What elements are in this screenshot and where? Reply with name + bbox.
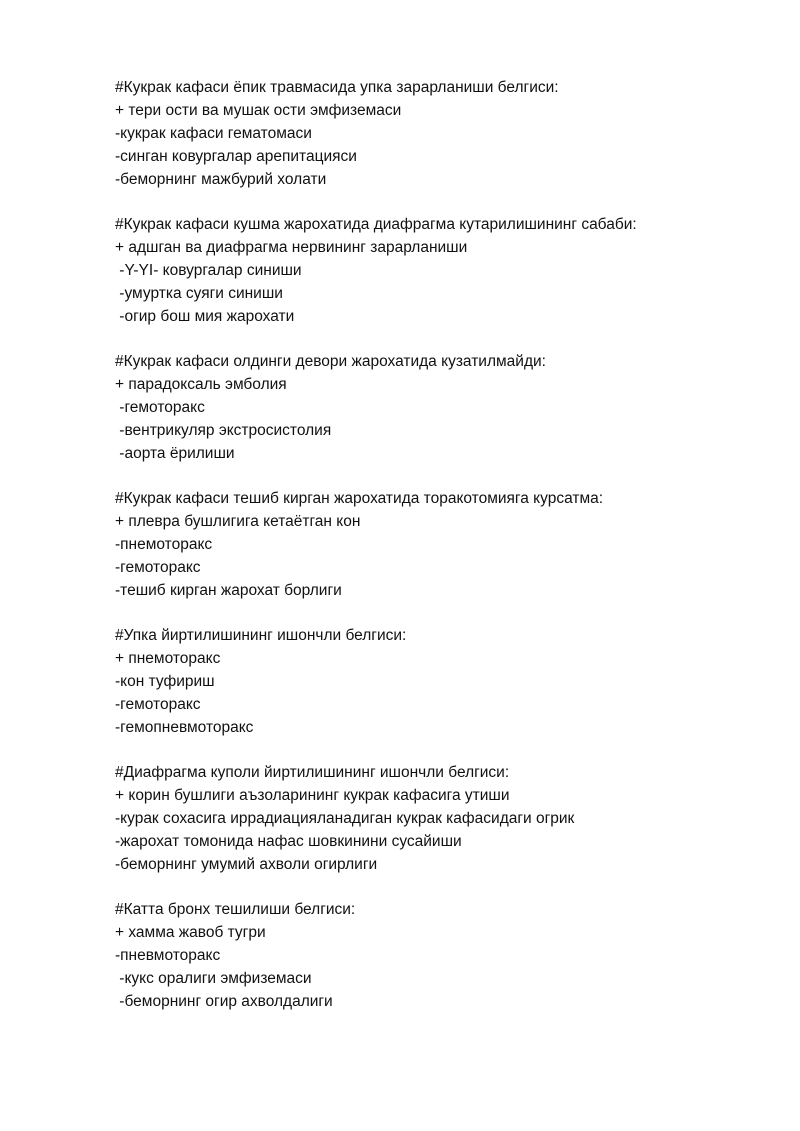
answer-option: -огир бош мия жарохати: [115, 308, 295, 325]
question-block: [115, 76, 755, 191]
answer-option: -кон туфириш: [115, 673, 215, 690]
answer-option: -вентрикуляр экстросистолия: [115, 422, 332, 439]
document-page: [115, 76, 755, 1035]
answer-option: -беморнинг мажбурий холати: [115, 171, 327, 188]
question-title: #Катта бронх тешилиши белгиси:: [115, 901, 356, 918]
answer-option: -аорта ёрилиши: [115, 445, 235, 462]
answer-option: -синган ковургалар арепитацияси: [115, 148, 357, 165]
question-block: [115, 624, 755, 739]
answer-option: -гемоторакс: [115, 559, 201, 576]
question-title: #Упка йиртилишининг ишончли белгиси:: [115, 627, 407, 644]
question-block: [115, 487, 755, 602]
question-block: [115, 898, 755, 1013]
answer-option: -гемоторакс: [115, 696, 201, 713]
answer-option: -беморнинг огир ахволдалиги: [115, 993, 333, 1010]
question-title: #Кукрак кафаси кушма жарохатида диафрагма кутарилишининг сабаби:: [115, 216, 637, 233]
answer-option: + хамма жавоб тугри: [115, 924, 266, 941]
answer-option: + тери ости ва мушак ости эмфиземаси: [115, 102, 402, 119]
answer-option: -умуртка суяги синиши: [115, 285, 283, 302]
answer-option: -тешиб кирган жарохат борлиги: [115, 582, 342, 599]
answer-option: -кукрак кафаси гематомаси: [115, 125, 312, 142]
answer-option: + пнемоторакс: [115, 650, 221, 667]
answer-option: -гемоторакс: [115, 399, 205, 416]
answer-option: -пневмоторакс: [115, 947, 221, 964]
answer-option: -беморнинг умумий ахволи огирлиги: [115, 856, 378, 873]
answer-option: -пнемоторакс: [115, 536, 213, 553]
question-block: [115, 213, 755, 328]
answer-option: -гемопневмоторакс: [115, 719, 254, 736]
question-title: #Кукрак кафаси ёпик травмасида упка зарарланиши белгиси:: [115, 79, 559, 96]
question-title: #Диафрагма куполи йиртилишининг ишончли белгиси:: [115, 764, 510, 781]
answer-option: + плевра бушлигига кетаётган кон: [115, 513, 361, 530]
answer-option: + адшган ва диафрагма нервининг зарарланиши: [115, 239, 468, 256]
answer-option: -Y-YI- ковургалар синиши: [115, 262, 302, 279]
question-title: #Кукрак кафаси тешиб кирган жарохатида торакотомияга курсатма:: [115, 490, 604, 507]
answer-option: -курак сохасига иррадиацияланадиган кукрак кафасидаги огрик: [115, 810, 575, 827]
question-block: [115, 350, 755, 465]
answer-option: + парадоксаль эмболия: [115, 376, 287, 393]
answer-option: -кукс оралиги эмфиземаси: [115, 970, 312, 987]
answer-option: -жарохат томонида нафас шовкинини сусайиши: [115, 833, 462, 850]
question-block: [115, 761, 755, 876]
question-title: #Кукрак кафаси олдинги девори жарохатида кузатилмайди:: [115, 353, 546, 370]
answer-option: + корин бушлиги аъзоларининг кукрак кафасига утиши: [115, 787, 510, 804]
